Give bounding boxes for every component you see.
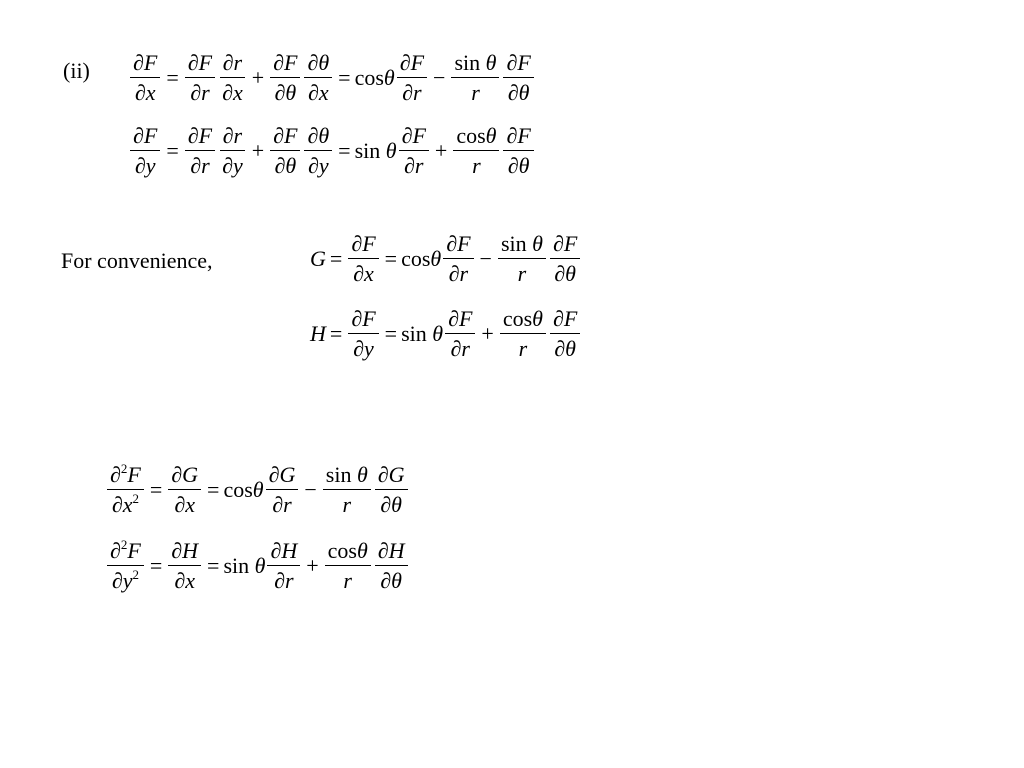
denominator xyxy=(269,490,294,519)
math-symbol: r xyxy=(233,123,243,148)
fraction xyxy=(443,229,473,288)
math-symbol: ∂ xyxy=(190,153,202,178)
equals-sign: = xyxy=(207,552,220,578)
fraction xyxy=(219,121,246,180)
math-symbol: θ xyxy=(385,137,397,163)
numerator xyxy=(185,48,215,78)
math-symbol: F xyxy=(457,231,471,256)
fraction xyxy=(219,48,246,107)
math-symbol: ∂ xyxy=(446,231,458,256)
denominator xyxy=(399,78,424,107)
math-symbol: F xyxy=(198,123,213,148)
fraction xyxy=(498,229,546,288)
math-symbol: θ xyxy=(485,50,497,75)
math-symbol: ∂ xyxy=(222,50,234,75)
math-symbol: F xyxy=(143,123,158,148)
math-symbol: r xyxy=(284,568,294,593)
minus-sign: − xyxy=(433,64,446,90)
math-symbol: ∂ xyxy=(111,492,123,517)
numerator xyxy=(304,48,332,78)
equals-sign: = xyxy=(384,320,398,346)
numerator xyxy=(220,121,245,151)
math-symbol: θ xyxy=(254,552,266,578)
math-symbol: ∂ xyxy=(273,123,285,148)
math-symbol: r xyxy=(201,153,210,178)
denominator xyxy=(340,566,355,595)
equals-sign: = xyxy=(329,320,343,346)
denominator xyxy=(551,259,579,288)
math-symbol: ∂ xyxy=(222,123,234,148)
numerator xyxy=(453,121,499,151)
math-symbol: ∂ xyxy=(222,80,233,105)
math-symbol: θ xyxy=(432,320,444,346)
numerator xyxy=(445,304,475,334)
math-symbol: r xyxy=(413,80,422,105)
math-symbol: x xyxy=(185,492,195,517)
numerator xyxy=(348,229,378,259)
math-symbol: ∂ xyxy=(554,261,566,286)
math-symbol: ∂ xyxy=(268,462,280,487)
math-symbol: θ xyxy=(285,153,297,178)
numerator xyxy=(500,304,546,334)
equals-sign: = xyxy=(338,137,351,163)
math-symbol: F xyxy=(517,123,531,148)
equals-sign: = xyxy=(384,245,398,271)
equation-G-definition xyxy=(310,229,582,288)
math-symbol: y xyxy=(364,336,374,361)
math-symbol: ∂ xyxy=(507,80,519,105)
denominator xyxy=(468,78,483,107)
math-symbol: ∂ xyxy=(401,123,413,148)
fraction xyxy=(107,460,144,519)
math-symbol: ∂ xyxy=(380,568,392,593)
math-symbol: r xyxy=(471,80,480,105)
denominator xyxy=(271,78,299,107)
math-symbol: 2 xyxy=(120,537,128,552)
math-symbol: ∂ xyxy=(351,231,363,256)
math-symbol: ∂ xyxy=(174,568,186,593)
math-symbol: ∂ xyxy=(353,261,365,286)
fraction xyxy=(270,48,300,107)
math-symbol: ∂ xyxy=(187,50,199,75)
numerator xyxy=(503,121,533,151)
math-symbol: θ xyxy=(318,123,330,148)
fraction xyxy=(185,121,215,180)
math-symbol: sin xyxy=(454,50,481,75)
math-symbol: ∂ xyxy=(270,538,282,563)
fraction xyxy=(375,460,408,519)
math-symbol: r xyxy=(233,50,243,75)
math-symbol: ∂ xyxy=(351,306,363,331)
math-symbol: ∂ xyxy=(274,80,286,105)
numerator xyxy=(168,536,201,566)
math-symbol: θ xyxy=(430,245,442,271)
fraction xyxy=(323,460,371,519)
math-symbol: θ xyxy=(518,80,530,105)
numerator xyxy=(503,48,533,78)
math-symbol: 2 xyxy=(132,567,139,582)
math-symbol: θ xyxy=(318,50,330,75)
fraction xyxy=(325,536,371,595)
math-symbol: θ xyxy=(356,538,368,563)
math-symbol: ∂ xyxy=(171,462,183,487)
math-symbol: θ xyxy=(565,336,576,361)
denominator xyxy=(350,259,377,288)
math-symbol: F xyxy=(198,50,213,75)
fraction xyxy=(451,48,499,107)
math-symbol: ∂ xyxy=(506,123,518,148)
fraction xyxy=(267,536,300,595)
fraction xyxy=(266,460,299,519)
math-symbol: ∂ xyxy=(307,50,319,75)
math-symbol: G xyxy=(279,462,296,487)
math-symbol: ∂ xyxy=(307,123,319,148)
math-symbol: ∂ xyxy=(272,492,284,517)
numerator xyxy=(375,536,408,566)
math-symbol: r xyxy=(461,336,470,361)
fraction xyxy=(168,536,201,595)
math-symbol: r xyxy=(517,261,527,286)
math-symbol: F xyxy=(284,50,298,75)
denominator xyxy=(339,490,354,519)
denominator xyxy=(219,78,246,107)
math-symbol: F xyxy=(458,306,473,331)
math-symbol: x xyxy=(185,568,195,593)
numerator xyxy=(267,536,300,566)
numerator xyxy=(304,121,332,151)
fraction xyxy=(503,121,533,180)
fraction xyxy=(168,460,201,519)
denominator xyxy=(469,151,484,180)
fraction xyxy=(503,48,533,107)
math-symbol: θ xyxy=(285,80,297,105)
math-symbol: ∂ xyxy=(111,568,123,593)
math-symbol: x xyxy=(232,80,243,105)
math-symbol: ∂ xyxy=(399,50,411,75)
numerator xyxy=(348,304,378,334)
denominator xyxy=(187,78,212,107)
denominator xyxy=(350,334,377,363)
numerator xyxy=(498,229,546,259)
equation-H-definition xyxy=(310,304,582,363)
denominator xyxy=(109,566,142,595)
math-symbol: r xyxy=(342,492,352,517)
denominator xyxy=(109,490,142,519)
math-symbol: ∂ xyxy=(134,80,146,105)
denominator xyxy=(551,334,579,363)
fraction xyxy=(550,229,580,288)
math-symbol: F xyxy=(127,538,141,563)
math-symbol: r xyxy=(472,153,481,178)
math-symbol: θ xyxy=(391,492,402,517)
G-symbol: G xyxy=(310,245,326,271)
math-symbol: ∂ xyxy=(552,306,564,331)
math-symbol: r xyxy=(459,261,469,286)
denominator xyxy=(505,151,533,180)
denominator xyxy=(171,566,198,595)
math-symbol: ∂ xyxy=(402,80,414,105)
math-symbol: ∂ xyxy=(134,153,146,178)
fraction-dF-dy xyxy=(130,121,160,180)
equation-dF-dx xyxy=(128,48,536,107)
math-symbol: ∂ xyxy=(448,306,459,331)
math-symbol: y xyxy=(318,153,329,178)
math-symbol: ∂ xyxy=(187,123,199,148)
math-symbol: sin xyxy=(401,320,427,346)
plus-sign: + xyxy=(481,320,494,346)
math-symbol: x xyxy=(318,80,329,105)
math-symbol: y xyxy=(122,568,133,593)
math-symbol: G xyxy=(388,462,405,487)
denominator xyxy=(401,151,426,180)
numerator xyxy=(375,460,408,490)
math-symbol: cos xyxy=(456,123,486,148)
math-symbol: F xyxy=(412,123,426,148)
math-symbol: ∂ xyxy=(404,153,415,178)
fraction xyxy=(304,121,332,180)
numerator xyxy=(399,121,429,151)
equation-d2F-dx2 xyxy=(105,460,410,519)
equals-sign: = xyxy=(207,476,220,502)
fraction xyxy=(500,304,546,363)
math-symbol: sin xyxy=(500,231,527,256)
math-symbol: θ xyxy=(485,123,497,148)
denominator xyxy=(187,151,212,180)
denominator xyxy=(271,566,296,595)
math-symbol: ∂ xyxy=(507,153,519,178)
equals-sign: = xyxy=(149,552,163,578)
denominator xyxy=(305,78,332,107)
math-symbol: ∂ xyxy=(174,492,186,517)
fraction xyxy=(304,48,332,107)
denominator xyxy=(377,566,405,595)
math-symbol: θ xyxy=(532,231,543,256)
math-symbol: cos xyxy=(223,476,253,502)
fraction xyxy=(348,304,378,363)
math-symbol: ∂ xyxy=(554,336,566,361)
convenience-label: For convenience, xyxy=(61,248,213,273)
denominator xyxy=(515,259,530,288)
plus-sign: + xyxy=(434,137,448,163)
math-symbol: H xyxy=(281,538,298,563)
numerator xyxy=(323,460,371,490)
math-symbol: ∂ xyxy=(307,80,319,105)
math-symbol: cos xyxy=(327,538,357,563)
math-symbol: ∂ xyxy=(133,50,144,75)
denominator xyxy=(271,151,299,180)
fraction xyxy=(397,48,427,107)
math-symbol: G xyxy=(182,462,199,487)
math-symbol: ∂ xyxy=(133,123,144,148)
numerator xyxy=(397,48,427,78)
denominator xyxy=(305,151,332,180)
math-symbol: ∂ xyxy=(110,538,121,563)
fraction-dF-dx xyxy=(130,48,160,107)
math-symbol: ∂ xyxy=(552,231,564,256)
numerator xyxy=(325,536,371,566)
math-symbol: cos xyxy=(401,245,431,271)
math-symbol: F xyxy=(517,50,531,75)
equals-sign: = xyxy=(329,245,343,271)
equals-sign: = xyxy=(166,137,179,163)
math-symbol: θ xyxy=(391,568,402,593)
math-symbol: θ xyxy=(565,261,576,286)
math-symbol: x xyxy=(145,80,156,105)
math-symbol: ∂ xyxy=(380,492,392,517)
numerator xyxy=(185,121,215,151)
math-symbol: ∂ xyxy=(274,153,286,178)
math-symbol: ∂ xyxy=(377,462,389,487)
equals-sign: = xyxy=(338,64,351,90)
numerator xyxy=(451,48,499,78)
math-symbol: y xyxy=(232,153,243,178)
math-symbol: F xyxy=(563,231,578,256)
math-symbol: 2 xyxy=(132,491,139,506)
equation-d2F-dy2 xyxy=(105,536,410,595)
denominator xyxy=(132,151,159,180)
sin-function: sin xyxy=(354,137,381,163)
math-symbol: F xyxy=(563,306,578,331)
fraction xyxy=(185,48,215,107)
numerator xyxy=(443,229,473,259)
math-symbol: x xyxy=(364,261,374,286)
math-symbol: θ xyxy=(532,306,543,331)
math-symbol: r xyxy=(414,153,424,178)
math-symbol: F xyxy=(127,462,141,487)
numerator xyxy=(130,48,160,78)
math-symbol: r xyxy=(201,80,210,105)
math-symbol: ∂ xyxy=(273,50,285,75)
math-symbol: x xyxy=(122,492,133,517)
equals-sign: = xyxy=(166,64,179,90)
cos-function: cos xyxy=(354,64,384,90)
math-symbol: ∂ xyxy=(377,538,389,563)
math-symbol: F xyxy=(284,123,298,148)
equals-sign: = xyxy=(149,476,163,502)
math-symbol: F xyxy=(362,231,376,256)
math-symbol: sin xyxy=(223,552,250,578)
numerator xyxy=(550,229,580,259)
fraction xyxy=(453,121,499,180)
math-symbol: cos xyxy=(502,306,533,331)
denominator xyxy=(516,334,531,363)
math-symbol: θ xyxy=(252,476,264,502)
part-label: (ii) xyxy=(63,58,90,83)
numerator xyxy=(168,460,201,490)
fraction xyxy=(399,121,429,180)
math-symbol: H xyxy=(388,538,405,563)
numerator xyxy=(107,460,144,490)
denominator xyxy=(132,78,159,107)
denominator xyxy=(171,490,198,519)
numerator xyxy=(220,48,245,78)
math-symbol: θ xyxy=(383,64,395,90)
math-symbol: ∂ xyxy=(448,261,460,286)
fraction xyxy=(270,121,300,180)
math-symbol: ∂ xyxy=(190,80,202,105)
math-symbol: θ xyxy=(356,462,368,487)
fraction xyxy=(107,536,144,595)
denominator xyxy=(219,151,246,180)
math-symbol: θ xyxy=(518,153,530,178)
numerator xyxy=(266,460,299,490)
math-symbol: F xyxy=(362,306,376,331)
math-symbol: 2 xyxy=(120,461,128,476)
H-symbol: H xyxy=(310,320,326,346)
math-symbol: r xyxy=(343,568,352,593)
math-symbol: H xyxy=(182,538,199,563)
math-symbol: y xyxy=(145,153,156,178)
math-symbol: ∂ xyxy=(506,50,518,75)
numerator xyxy=(550,304,580,334)
plus-sign: + xyxy=(251,64,265,90)
math-symbol: r xyxy=(518,336,528,361)
numerator xyxy=(270,48,300,78)
denominator xyxy=(448,334,473,363)
math-symbol: F xyxy=(143,50,158,75)
math-symbol: ∂ xyxy=(171,538,183,563)
math-symbol: ∂ xyxy=(450,336,462,361)
denominator xyxy=(505,78,533,107)
math-symbol: ∂ xyxy=(274,568,285,593)
plus-sign: + xyxy=(251,137,265,163)
math-symbol: ∂ xyxy=(110,462,121,487)
denominator xyxy=(377,490,405,519)
numerator xyxy=(130,121,160,151)
math-symbol: ∂ xyxy=(307,153,319,178)
math-symbol: ∂ xyxy=(353,336,365,361)
denominator xyxy=(446,259,471,288)
fraction xyxy=(550,304,580,363)
equation-dF-dy xyxy=(128,121,536,180)
math-symbol: sin xyxy=(325,462,352,487)
numerator xyxy=(270,121,300,151)
math-symbol: r xyxy=(283,492,292,517)
minus-sign: − xyxy=(479,245,492,271)
fraction xyxy=(375,536,408,595)
plus-sign: + xyxy=(306,552,319,578)
fraction xyxy=(348,229,378,288)
fraction xyxy=(445,304,475,363)
numerator xyxy=(107,536,144,566)
math-symbol: ∂ xyxy=(222,153,233,178)
minus-sign: − xyxy=(304,476,317,502)
math-symbol: F xyxy=(410,50,425,75)
